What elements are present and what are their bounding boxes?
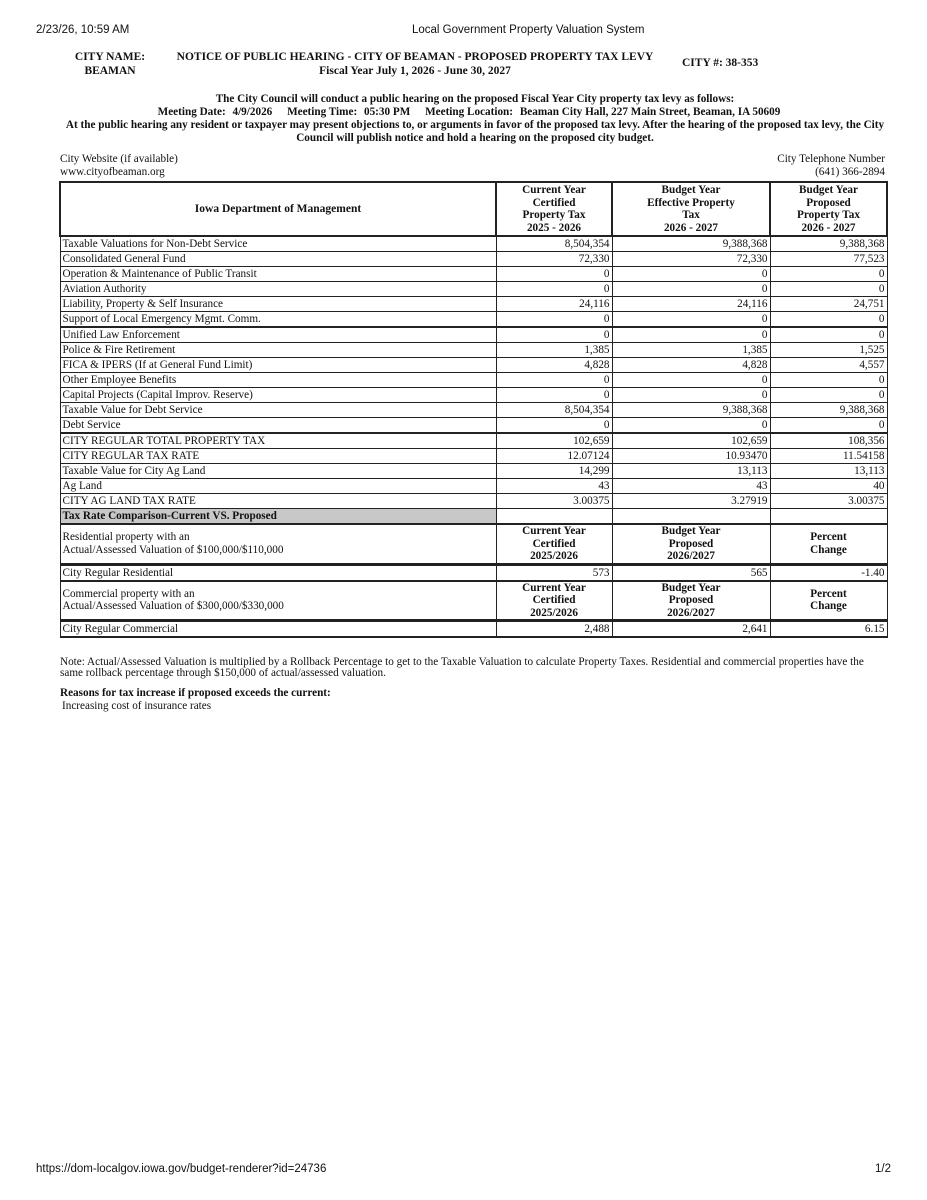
current-value: 8,504,354 (496, 403, 612, 418)
table-row (60, 252, 887, 267)
proposed-value: 0 (770, 373, 887, 388)
effective-value: 102,659 (612, 433, 770, 449)
cmp-header-change (770, 581, 887, 621)
proposed-value: 2,641 (612, 621, 770, 638)
header-line: Current Year (522, 581, 586, 594)
proposed-value: 0 (770, 312, 887, 328)
header-line: Percent (810, 587, 847, 600)
proposed-value: 40 (770, 479, 887, 494)
website-link[interactable]: www.cityofbeaman.org (60, 166, 165, 178)
proposed-value: 0 (770, 267, 887, 282)
effective-value: 9,388,368 (612, 236, 770, 252)
page-number: 1/2 (875, 1163, 891, 1175)
header-line: Property Tax (522, 209, 586, 221)
table-row (60, 403, 887, 418)
effective-value: 24,116 (612, 297, 770, 312)
table-row (60, 388, 887, 403)
current-value: 72,330 (496, 252, 612, 267)
table-row (60, 236, 887, 252)
header-line: Property Tax (797, 209, 860, 221)
header-line: Percent (810, 531, 847, 544)
proposed-value: 1,525 (770, 343, 887, 358)
comparison-header-residential (60, 524, 887, 564)
website-label: City Website (if available) (60, 153, 178, 165)
proposed-value: 24,751 (770, 297, 887, 312)
proposed-value: 0 (770, 327, 887, 343)
desc-line: Residential property with an (62, 531, 190, 544)
section-title: Tax Rate Comparison-Current VS. Proposed (60, 509, 496, 525)
phone-label: City Telephone Number (777, 153, 885, 165)
current-value: 0 (496, 312, 612, 328)
table-row (60, 312, 887, 328)
section-row (60, 509, 887, 525)
percent-change: -1.40 (770, 564, 887, 581)
header-line: Effective Property (647, 196, 735, 209)
table-row (60, 343, 887, 358)
effective-value: 72,330 (612, 252, 770, 267)
row-label: Debt Service (60, 418, 496, 434)
effective-value: 0 (612, 327, 770, 343)
city-number: 38-353 (725, 57, 759, 69)
city-number-block (682, 57, 758, 69)
header-line: Current Year (522, 184, 586, 196)
row-label: Taxable Valuations for Non-Debt Service (60, 236, 496, 252)
table-row (60, 358, 887, 373)
current-value: 0 (496, 373, 612, 388)
effective-value: 0 (612, 373, 770, 388)
meeting-location: Beaman City Hall, 227 Main Street, Beaman, IA 50609 (519, 106, 781, 118)
proposed-value: 13,113 (770, 464, 887, 479)
header-line: 2026 - 2027 (801, 221, 856, 234)
meeting-details (60, 106, 890, 119)
commercial-description (60, 581, 496, 621)
cmp-header-proposed (612, 524, 770, 564)
current-value: 3.00375 (496, 494, 612, 509)
page-url[interactable]: https://dom-localgov.iowa.gov/budget-renderer?id=24736 (36, 1163, 327, 1175)
effective-value: 9,388,368 (612, 403, 770, 418)
table-row (60, 267, 887, 282)
header-line: Proposed (668, 537, 714, 550)
header-effective (612, 182, 770, 236)
city-number-label: CITY #: (682, 57, 723, 69)
reasons-heading: Reasons for tax increase if proposed exceeds the current: (60, 687, 331, 699)
current-value: 573 (496, 564, 612, 581)
row-label: FICA & IPERS (If at General Fund Limit) (60, 358, 496, 373)
header-line: 2025/2026 (530, 606, 578, 619)
header-line: Budget Year (661, 184, 721, 196)
current-value: 102,659 (496, 433, 612, 449)
city-name: BEAMAN (84, 65, 136, 77)
effective-value: 0 (612, 388, 770, 403)
table-row (60, 373, 887, 388)
current-value: 0 (496, 267, 612, 282)
effective-value: 0 (612, 267, 770, 282)
row-label: City Regular Commercial (60, 621, 496, 638)
empty-cell (496, 509, 612, 525)
empty-cell (770, 509, 887, 525)
header-current (496, 182, 612, 236)
meeting-date-label: Meeting Date: (157, 106, 226, 118)
header-line: Certified (532, 196, 576, 209)
row-label: Consolidated General Fund (60, 252, 496, 267)
city-name-label: CITY NAME: (74, 51, 146, 63)
residential-description (60, 524, 496, 564)
proposed-value: 108,356 (770, 433, 887, 449)
header-line: 2026 - 2027 (663, 221, 719, 234)
row-label: Aviation Authority (60, 282, 496, 297)
current-value: 0 (496, 282, 612, 297)
table-row (60, 494, 887, 509)
meeting-date: 4/9/2026 (232, 106, 273, 118)
row-label: Operation & Maintenance of Public Transit (60, 267, 496, 282)
table-row (60, 297, 887, 312)
meeting-time: 05:30 PM (363, 106, 411, 118)
proposed-value: 0 (770, 418, 887, 434)
table-row (60, 282, 887, 297)
header-dept: Iowa Department of Management (60, 182, 496, 236)
row-label: CITY AG LAND TAX RATE (60, 494, 496, 509)
website-block (60, 153, 178, 179)
row-label: Capital Projects (Capital Improv. Reserve) (60, 388, 496, 403)
objection-text: At the public hearing any resident or taxpayer may present objections to, or arguments in favor of the proposed tax levy. After the hearing of the proposed tax levy, the City Council will publish notice and hold a hearing on the proposed city budget. (65, 119, 885, 144)
proposed-value: 0 (770, 282, 887, 297)
cmp-header-proposed (612, 581, 770, 621)
row-label: Taxable Value for Debt Service (60, 403, 496, 418)
table-header-row (60, 182, 887, 236)
proposed-value: 9,388,368 (770, 403, 887, 418)
current-value: 0 (496, 418, 612, 434)
empty-cell (612, 509, 770, 525)
current-value: 4,828 (496, 358, 612, 373)
levy-table (59, 181, 888, 638)
current-value: 24,116 (496, 297, 612, 312)
header-line: Tax (682, 209, 700, 221)
effective-value: 13,113 (612, 464, 770, 479)
current-value: 43 (496, 479, 612, 494)
header-line: Budget Year (661, 525, 721, 537)
fiscal-year: Fiscal Year July 1, 2026 - June 30, 2027 (319, 65, 511, 77)
row-label: Police & Fire Retirement (60, 343, 496, 358)
hearing-intro (60, 93, 890, 145)
meeting-time-label: Meeting Time: (287, 106, 358, 118)
row-label: CITY REGULAR TAX RATE (60, 449, 496, 464)
current-value: 0 (496, 388, 612, 403)
effective-value: 1,385 (612, 343, 770, 358)
header-line: 2025/2026 (530, 550, 578, 562)
desc-line: Actual/Assessed Valuation of $100,000/$110,000 (62, 543, 284, 556)
desc-line: Actual/Assessed Valuation of $300,000/$330,000 (62, 600, 284, 613)
effective-value: 4,828 (612, 358, 770, 373)
phone-number: (641) 366-2894 (815, 166, 885, 178)
print-header (36, 24, 891, 38)
header-line: Proposed (668, 594, 714, 606)
row-label: CITY REGULAR TOTAL PROPERTY TAX (60, 433, 496, 449)
row-label: Taxable Value for City Ag Land (60, 464, 496, 479)
desc-line: Commercial property with an (62, 587, 195, 600)
table-row (60, 479, 887, 494)
intro-line: The City Council will conduct a public hearing on the proposed Fiscal Year City property tax levy as follows: (215, 93, 735, 105)
header-line: Change (810, 543, 847, 556)
notice-title: NOTICE OF PUBLIC HEARING - CITY OF BEAMAN - PROPOSED PROPERTY TAX LEVY (176, 51, 654, 63)
header-line: Certified (532, 594, 576, 606)
effective-value: 0 (612, 418, 770, 434)
proposed-value: 4,557 (770, 358, 887, 373)
current-value: 1,385 (496, 343, 612, 358)
row-label: Unified Law Enforcement (60, 327, 496, 343)
proposed-value: 11.54158 (770, 449, 887, 464)
table-row (60, 327, 887, 343)
proposed-value: 3.00375 (770, 494, 887, 509)
header-line: 2025 - 2026 (526, 221, 582, 234)
header-line: Current Year (522, 525, 586, 537)
effective-value: 0 (612, 312, 770, 328)
system-title: Local Government Property Valuation System (412, 24, 645, 36)
effective-value: 10.93470 (612, 449, 770, 464)
cmp-header-current (496, 524, 612, 564)
proposed-value: 77,523 (770, 252, 887, 267)
header-line: 2026/2027 (667, 550, 715, 562)
reasons-text: Increasing cost of insurance rates (62, 700, 212, 712)
header-line: Change (810, 600, 847, 613)
proposed-value: 565 (612, 564, 770, 581)
header-line: Budget Year (799, 184, 858, 196)
rollback-note: Note: Actual/Assessed Valuation is multiplied by a Rollback Percentage to get to the Taxable Valuation to calculate Property Taxes. Residential and commercial properties have the same rollback percentage through $150,000 of actual/assessed valuation. (60, 656, 864, 679)
comparison-header-commercial (60, 581, 887, 621)
header-line: Proposed (806, 196, 851, 209)
current-value: 14,299 (496, 464, 612, 479)
table-row (60, 418, 887, 434)
table-row (60, 464, 887, 479)
row-label: City Regular Residential (60, 564, 496, 581)
effective-value: 0 (612, 282, 770, 297)
header-line: 2026/2027 (667, 606, 715, 619)
current-value: 8,504,354 (496, 236, 612, 252)
percent-change: 6.15 (770, 621, 887, 638)
header-line: Certified (532, 537, 576, 550)
row-label: Liability, Property & Self Insurance (60, 297, 496, 312)
comparison-row-residential (60, 564, 887, 581)
phone-block (777, 153, 885, 179)
effective-value: 3.27919 (612, 494, 770, 509)
table-row (60, 433, 887, 449)
proposed-value: 0 (770, 388, 887, 403)
title-block (60, 50, 890, 82)
row-label: Support of Local Emergency Mgmt. Comm. (60, 312, 496, 328)
cmp-header-current (496, 581, 612, 621)
header-line: Budget Year (661, 581, 721, 594)
proposed-value: 9,388,368 (770, 236, 887, 252)
print-timestamp: 2/23/26, 10:59 AM (36, 24, 130, 36)
cmp-header-change (770, 524, 887, 564)
row-label: Ag Land (60, 479, 496, 494)
row-label: Other Employee Benefits (60, 373, 496, 388)
current-value: 2,488 (496, 621, 612, 638)
table-row (60, 449, 887, 464)
comparison-row-commercial (60, 621, 887, 638)
current-value: 0 (496, 327, 612, 343)
header-proposed (770, 182, 887, 236)
effective-value: 43 (612, 479, 770, 494)
city-name-block (70, 50, 150, 78)
current-value: 12.07124 (496, 449, 612, 464)
meeting-location-label: Meeting Location: (425, 106, 514, 118)
notice-title-block (165, 50, 665, 78)
